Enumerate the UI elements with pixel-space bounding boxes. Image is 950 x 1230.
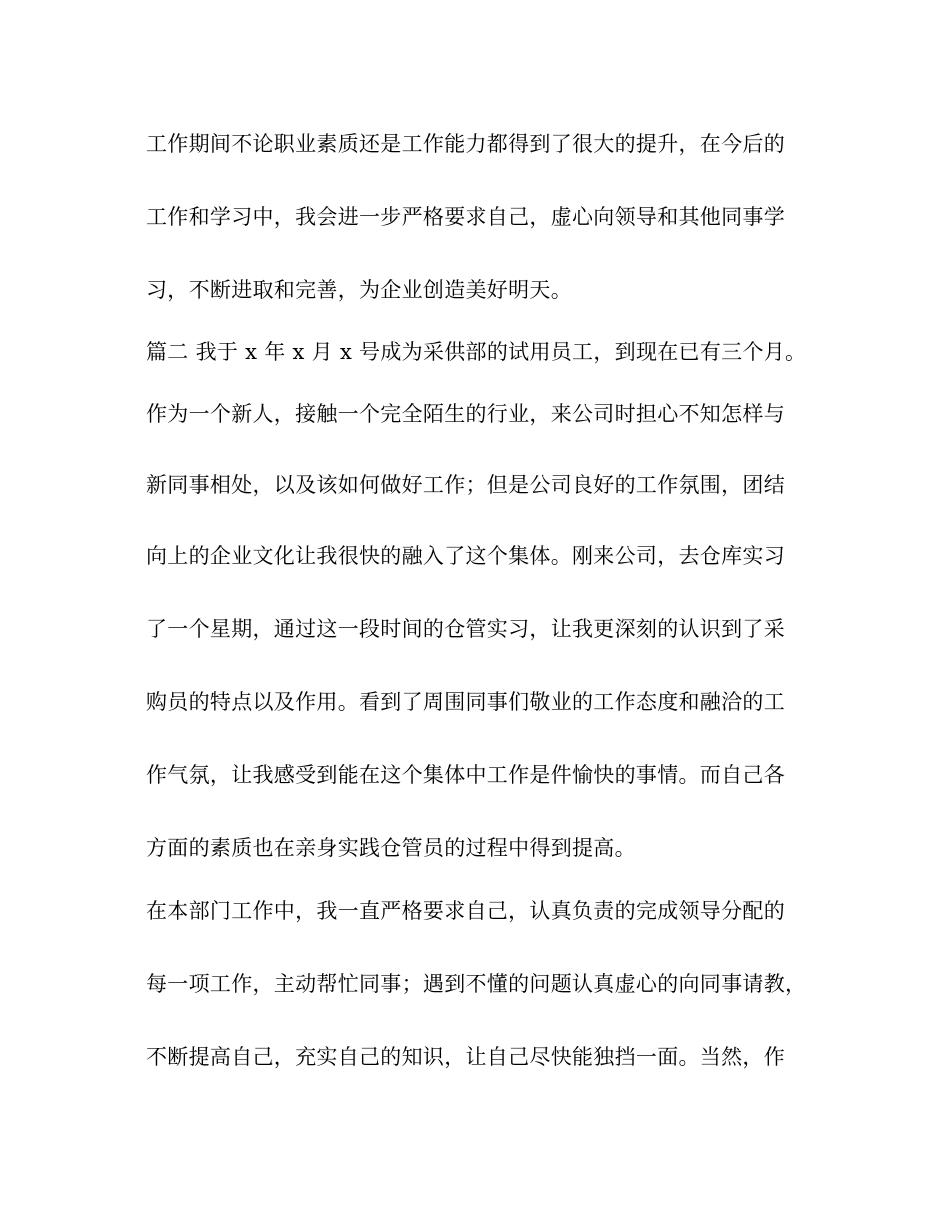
text-line: 工作期间不论职业素质还是工作能力都得到了很大的提升，在今后的 [146,132,785,156]
text-line: 篇二 我于 x 年 x 月 x 号成为采供部的试用员工，到现在已有三个月。 [146,340,807,364]
text-line: 不断提高自己，充实自己的知识，让自己尽快能独挡一面。当然，作 [146,1045,785,1069]
text-line: 在本部门工作中，我一直严格要求自己，认真负责的完成领导分配的 [146,899,785,923]
text-line: 工作和学习中，我会进一步严格要求自己，虚心向领导和其他同事学 [146,205,785,229]
text-line: 作气氛，让我感受到能在这个集体中工作是件愉快的事情。而自己各 [146,763,785,787]
text-line: 了一个星期，通过这一段时间的仓管实习，让我更深刻的认识到了采 [146,617,785,641]
text-line: 新同事相处，以及该如何做好工作；但是公司良好的工作氛围，团结 [146,473,785,497]
text-line: 习，不断进取和完善，为企业创造美好明天。 [146,278,572,302]
text-line: 方面的素质也在亲身实践仓管员的过程中得到提高。 [146,836,636,860]
text-line: 每一项工作，主动帮忙同事；遇到不懂的问题认真虚心的向同事请教， [146,972,807,996]
text-line: 作为一个新人，接触一个完全陌生的行业，来公司时担心不知怎样与 [146,402,785,426]
text-line: 向上的企业文化让我很快的融入了这个集体。刚来公司，去仓库实习 [146,544,785,568]
text-line: 购员的特点以及作用。看到了周围同事们敬业的工作态度和融洽的工 [146,690,785,714]
